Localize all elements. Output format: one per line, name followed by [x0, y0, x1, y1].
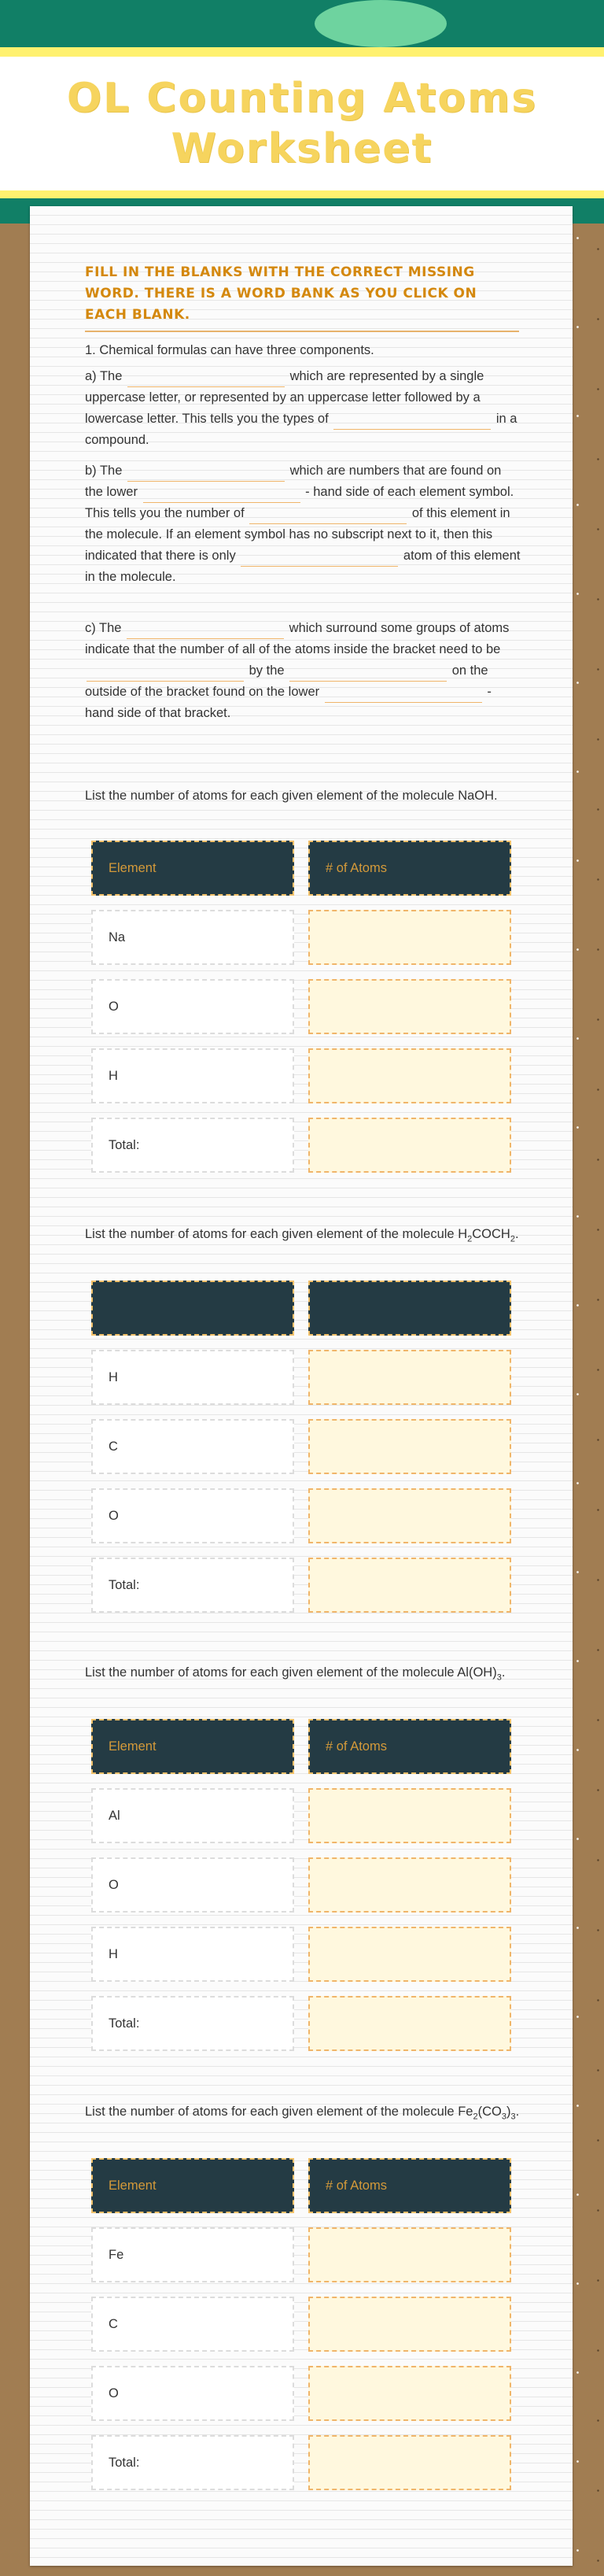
table-1-question: [85, 785, 525, 807]
q1b-text-2: which are numbers that are found on the lower: [85, 464, 502, 499]
blank-q1c-3[interactable]: [289, 667, 447, 682]
q1a-text-1: a) The: [85, 369, 123, 383]
question-1c: [85, 618, 521, 724]
table-2-formula: $H_2COCH_2$.: [458, 1227, 519, 1244]
table-3-total-input[interactable]: [308, 1996, 511, 2051]
table-4-row-3-element: O: [91, 2366, 294, 2421]
table-2-header-atoms: [308, 1281, 511, 1336]
table-2-row-1-element: H: [91, 1350, 294, 1405]
blank-q1b-1[interactable]: [127, 467, 285, 482]
table-1-row-2-input[interactable]: [308, 979, 511, 1034]
blank-q1c-2[interactable]: [87, 667, 244, 682]
table-4-row-3-input[interactable]: [308, 2366, 511, 2421]
table-3-row-1-element: Al: [91, 1788, 294, 1843]
top-banner: [0, 0, 604, 47]
blank-q1b-2[interactable]: [143, 488, 300, 503]
q1c-text-5: - hand side of that bracket.: [85, 685, 492, 720]
table-4-question-text: List the number of atoms for each given element of the molecule: [85, 2105, 455, 2119]
table-2-total-input[interactable]: [308, 1558, 511, 1613]
q1a-text-3: in a compound.: [85, 412, 517, 447]
table-1-row-2-element: O: [91, 979, 294, 1034]
table-3-question-text: List the number of atoms for each given element of the molecule: [85, 1665, 455, 1680]
table-4-total-input[interactable]: [308, 2435, 511, 2490]
q1a-text-2: which are represented by a single uppercase letter, or represented by an uppercase letter followed by a lowercase letter. This tells you the types of: [85, 369, 484, 426]
question-1a: [85, 366, 521, 451]
table-2-row-2-input[interactable]: [308, 1419, 511, 1474]
table-2-header-element: [91, 1281, 294, 1336]
table-4-header-element: Element: [91, 2158, 294, 2213]
table-1-row-3-input[interactable]: [308, 1048, 511, 1103]
decorative-blob: [315, 0, 447, 47]
yellow-stripe-lower: [0, 190, 604, 198]
question-1b: [85, 460, 521, 588]
blank-q1a-1[interactable]: [127, 372, 285, 387]
instructions-divider: [85, 331, 519, 332]
q1b-text-5: atom of this element in the molecule.: [85, 549, 521, 584]
q1b-text-4: of this element in the molecule. If an element symbol has no subscript next to it, then this indicated that there is only: [85, 506, 510, 563]
q1b-text-3: - hand side of each element symbol. This tells you the number of: [85, 485, 514, 520]
table-3-row-2-input[interactable]: [308, 1857, 511, 1913]
table-1-formula: NaOH.: [458, 789, 498, 803]
table-1-header-atoms: # of Atoms: [308, 841, 511, 896]
table-2-question: [85, 1224, 525, 1250]
blank-q1c-1[interactable]: [127, 624, 284, 639]
blank-q1a-2[interactable]: [333, 415, 491, 430]
q1b-text-1: b) The: [85, 464, 123, 478]
table-1-header-element: Element: [91, 841, 294, 896]
table-1-total-label: Total:: [91, 1118, 294, 1173]
table-4-formula: $Fe_2(CO_3)_3$.: [458, 2105, 520, 2122]
table-3-header-element: Element: [91, 1719, 294, 1774]
instructions-heading: FILL IN THE BLANKS WITH THE CORRECT MISSING WORD. THERE IS A WORD BANK AS YOU CLICK ON EACH BLANK.: [85, 264, 477, 323]
blank-q1b-3[interactable]: [249, 509, 407, 524]
yellow-stripe: [0, 47, 604, 57]
table-2-row-1-input[interactable]: [308, 1350, 511, 1405]
q1c-text-2: which surround some groups of atoms indicate that the number of all of the atoms inside the bracket need to be: [85, 621, 510, 656]
table-1-question-text: List the number of atoms for each given element of the molecule: [85, 789, 455, 803]
table-2-row-2-element: C: [91, 1419, 294, 1474]
table-3-row-3-input[interactable]: [308, 1927, 511, 1982]
table-4-row-1-input[interactable]: [308, 2227, 511, 2282]
table-1-row-1-input[interactable]: [308, 910, 511, 965]
page-title: OL Counting Atoms Worksheet: [66, 75, 538, 172]
q1c-text-4: on the outside of the bracket found on the lower: [85, 663, 488, 699]
question-1-intro: 1. Chemical formulas can have three components.: [85, 343, 374, 357]
q1c-text-1: c) The: [85, 621, 122, 635]
table-2-total-label: Total:: [91, 1558, 294, 1613]
table-1-row-1-element: Na: [91, 910, 294, 965]
table-2-question-text: List the number of atoms for each given element of the molecule: [85, 1227, 455, 1241]
blank-q1b-4[interactable]: [241, 552, 398, 567]
table-4-total-label: Total:: [91, 2435, 294, 2490]
table-3-row-3-element: H: [91, 1927, 294, 1982]
blank-q1c-4[interactable]: [325, 688, 482, 703]
table-3-row-2-element: O: [91, 1857, 294, 1913]
table-3-total-label: Total:: [91, 1996, 294, 2051]
table-1-total-input[interactable]: [308, 1118, 511, 1173]
table-2-row-3-element: O: [91, 1488, 294, 1543]
table-3-row-1-input[interactable]: [308, 1788, 511, 1843]
title-band: [0, 57, 604, 190]
table-4-row-2-input[interactable]: [308, 2297, 511, 2352]
table-4-row-1-element: Fe: [91, 2227, 294, 2282]
table-3-header-atoms: # of Atoms: [308, 1719, 511, 1774]
table-4-header-atoms: # of Atoms: [308, 2158, 511, 2213]
table-4-row-2-element: C: [91, 2297, 294, 2352]
table-3-formula: $Al(OH)_3$.: [457, 1665, 506, 1683]
q1c-text-3: by the: [249, 663, 285, 678]
table-2-row-3-input[interactable]: [308, 1488, 511, 1543]
table-4-question: [85, 2101, 525, 2127]
table-1-row-3-element: H: [91, 1048, 294, 1103]
table-3-question: [85, 1662, 525, 1688]
